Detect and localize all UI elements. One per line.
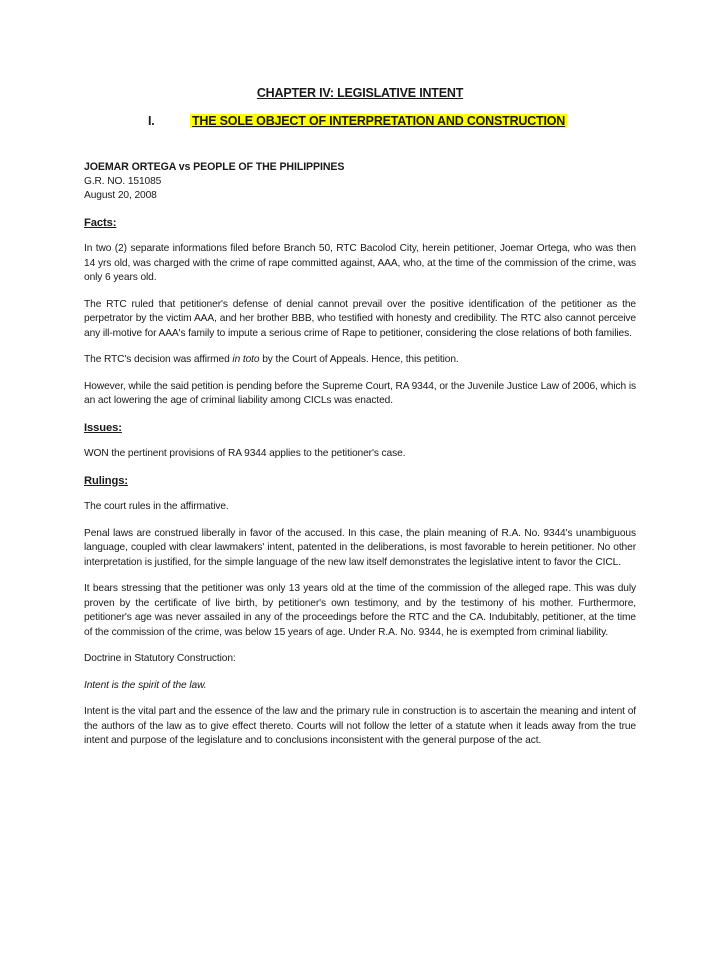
section-title: THE SOLE OBJECT OF INTERPRETATION AND CONSTRUCTION bbox=[192, 114, 566, 128]
facts-heading: Facts: bbox=[84, 216, 117, 229]
doctrine-italic: Intent is the spirit of the law. bbox=[84, 679, 207, 691]
rulings-heading: Rulings: bbox=[84, 474, 128, 487]
issues-heading: Issues: bbox=[84, 421, 122, 434]
case-date: August 20, 2008 bbox=[84, 190, 157, 201]
section-heading bbox=[148, 114, 567, 128]
facts-paragraph-3 bbox=[84, 353, 636, 368]
doctrine-label: Doctrine in Statutory Construction: bbox=[84, 653, 236, 664]
facts-paragraph-4: However, while the said petition is pending before the Supreme Court, RA 9344, or the Juvenile Justice Law of 2006, which is an act lowering the age of criminal liability among CICLs was enacted. bbox=[84, 380, 636, 406]
chapter-title: CHAPTER IV: LEGISLATIVE INTENT bbox=[256, 86, 464, 100]
rulings-paragraph-1: The court rules in the affirmative. bbox=[84, 501, 229, 512]
rulings-paragraph-3: It bears stressing that the petitioner was only 13 years old at the time of the commission of the alleged rape. This was duly proven by the certificate of live birth, by petitioner's own testimony, and by the testimony of his mother. Furthermore, petitioner's age was never assailed in any of the proceedings before the RTC and the CA. Indubitably, petitioner, at the time of the commission of the crime, was below 15 years of age. Under R.A. No. 9344, he is exempted from criminal liability. bbox=[84, 583, 636, 638]
document-body bbox=[84, 160, 636, 749]
issues-paragraph-1: WON the pertinent provisions of RA 9344 applies to the petitioner's case. bbox=[84, 448, 406, 459]
facts-p3-italic: in toto bbox=[232, 354, 260, 365]
facts-paragraph-2: The RTC ruled that petitioner's defense of denial cannot prevail over the positive identification of the petitioner as the perpetrator by the victim AAA, and her brother BBB, who testified with honesty and credibility. The RTC also cannot perceive any ill-motive for AAA's family to impute a serious crime of Rape to petitioner, considering the close relations of both families. bbox=[84, 298, 636, 339]
doctrine-statement bbox=[84, 679, 636, 694]
section-number: I. bbox=[148, 114, 155, 128]
rulings-paragraph-4: Intent is the vital part and the essence of the law and the primary rule in construction is to ascertain the meaning and intent of the authors of the law as to give effect thereto. Courts will not follow the letter of a statute when it leads away from the true intent and purpose of the legislature and to conclusions inconsistent with the general purpose of the act. bbox=[84, 706, 636, 746]
case-title: JOEMAR ORTEGA vs PEOPLE OF THE PHILIPPINES bbox=[84, 161, 345, 173]
case-gr-number: G.R. NO. 151085 bbox=[84, 175, 162, 187]
facts-paragraph-1: In two (2) separate informations filed before Branch 50, RTC Bacolod City, herein petitioner, Joemar Ortega, who was then 14 yrs old, was charged with the crime of rape committed against, AAA, who, at the time of the commission of the crime, was only 6 years old. bbox=[84, 243, 636, 283]
facts-p3-text-a: The RTC's decision was affirmed bbox=[84, 354, 233, 365]
rulings-paragraph-2: Penal laws are construed liberally in favor of the accused. In this case, the plain meaning of R.A. No. 9344's unambiguous language, coupled with clear lawmakers' intent, patented in the deliberations, is most favorable to herein petitioner. No other interpretation is justified, for the simple language of the new law itself demonstrates the legislative intent to favor the CICL. bbox=[84, 527, 636, 568]
facts-p3-text-b: by the Court of Appeals. Hence, this petition. bbox=[259, 354, 459, 365]
